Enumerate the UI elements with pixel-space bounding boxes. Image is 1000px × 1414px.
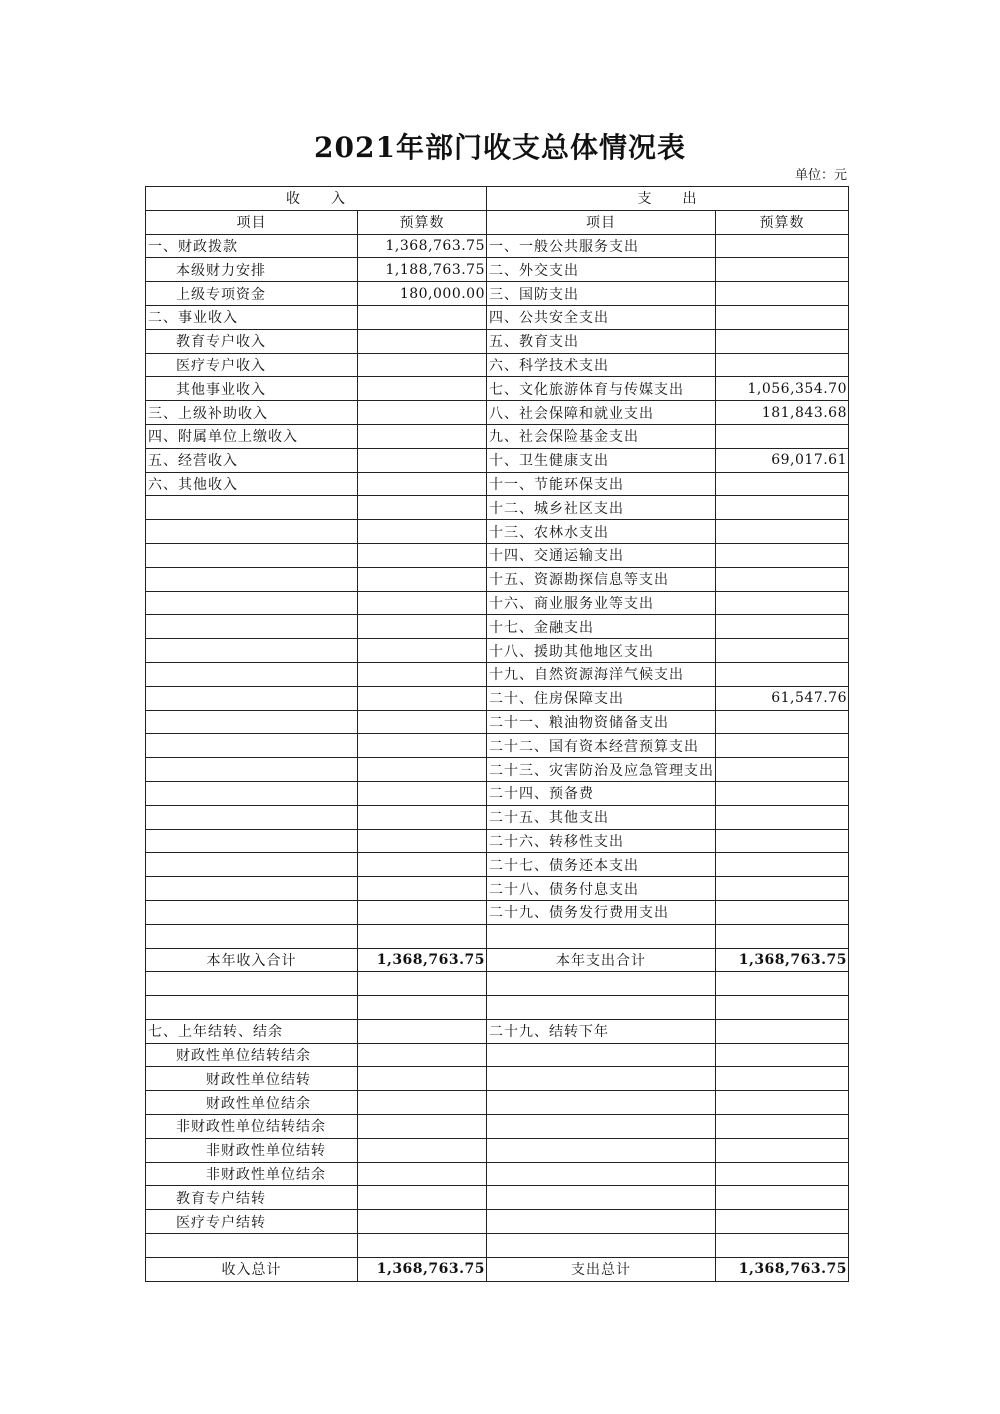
expense-year-total-label: 本年支出合计 (487, 948, 716, 972)
expense-label: 十六、商业服务业等支出 (487, 591, 716, 615)
income-label: 本级财力安排 (146, 258, 358, 282)
expense-value (716, 543, 849, 567)
income-value (358, 472, 487, 496)
expense-value (716, 591, 849, 615)
table-row (146, 401, 849, 425)
table-row (146, 472, 849, 496)
expense-value (716, 805, 849, 829)
income-label: 教育专户收入 (146, 329, 358, 353)
expense-value (716, 639, 849, 663)
table-row (146, 1091, 849, 1115)
carryover-income-label: 非财政性单位结转结余 (146, 1115, 358, 1139)
income-year-total-value: 1,368,763.75 (358, 948, 487, 972)
income-grand-total-label: 收入总计 (146, 1257, 358, 1281)
year-total-row (146, 948, 849, 972)
table-row (146, 829, 849, 853)
expense-value (716, 282, 849, 306)
expense-value (716, 567, 849, 591)
table-row (146, 1115, 849, 1139)
income-value (358, 448, 487, 472)
table-subheader-row (146, 210, 849, 234)
unit-label: 单位：元 (794, 168, 847, 183)
expense-value (716, 853, 849, 877)
table-row (146, 305, 849, 329)
income-label: 六、其他收入 (146, 472, 358, 496)
table-row (146, 877, 849, 901)
table-row (146, 758, 849, 782)
table-row-empty (146, 1234, 849, 1258)
table-row (146, 1067, 849, 1091)
income-value (358, 353, 487, 377)
expense-label: 十一、节能环保支出 (487, 472, 716, 496)
table-row (146, 662, 849, 686)
income-item-header: 项目 (146, 210, 358, 234)
income-value (358, 424, 487, 448)
table-row (146, 1138, 849, 1162)
table-row (146, 424, 849, 448)
income-value: 1,368,763.75 (358, 234, 487, 258)
table-row (146, 353, 849, 377)
income-budget-header: 预算数 (358, 210, 487, 234)
table-row (146, 329, 849, 353)
expense-grand-total-label: 支出总计 (487, 1257, 716, 1281)
expense-value (716, 781, 849, 805)
income-label: 二、事业收入 (146, 305, 358, 329)
table-row (146, 591, 849, 615)
expense-label: 八、社会保障和就业支出 (487, 401, 716, 425)
expense-label: 十二、城乡社区支出 (487, 496, 716, 520)
expense-label: 二十五、其他支出 (487, 805, 716, 829)
expense-label: 十、卫生健康支出 (487, 448, 716, 472)
table-row (146, 282, 849, 306)
carryover-income-label: 非财政性单位结余 (146, 1162, 358, 1186)
expense-label: 二十、住房保障支出 (487, 686, 716, 710)
expense-label: 十七、金融支出 (487, 615, 716, 639)
income-label: 其他事业收入 (146, 377, 358, 401)
expense-value (716, 710, 849, 734)
expense-value (716, 234, 849, 258)
expense-label: 二十二、国有资本经营预算支出 (487, 734, 716, 758)
grand-total-row (146, 1257, 849, 1281)
table-row (146, 1186, 849, 1210)
expense-label: 二十三、灾害防治及应急管理支出 (487, 758, 716, 782)
expense-value (716, 900, 849, 924)
table-row (146, 900, 849, 924)
expense-label: 十八、援助其他地区支出 (487, 639, 716, 663)
table-row (146, 1043, 849, 1067)
expense-label: 二十六、转移性支出 (487, 829, 716, 853)
expense-label: 二十八、债务付息支出 (487, 877, 716, 901)
table-row (146, 710, 849, 734)
expense-label: 九、社会保险基金支出 (487, 424, 716, 448)
income-label: 四、附属单位上缴收入 (146, 424, 358, 448)
income-value (358, 377, 487, 401)
expense-label: 十五、资源勘探信息等支出 (487, 567, 716, 591)
carryover-income-label: 财政性单位结转 (146, 1067, 358, 1091)
expense-label: 十九、自然资源海洋气候支出 (487, 662, 716, 686)
page-title: 2021年部门收支总体情况表 (314, 131, 686, 164)
expense-value (716, 353, 849, 377)
expense-label: 十三、农林水支出 (487, 520, 716, 544)
table-row (146, 1019, 849, 1043)
expense-value (716, 615, 849, 639)
expense-label: 二十九、债务发行费用支出 (487, 900, 716, 924)
income-label: 五、经营收入 (146, 448, 358, 472)
expense-header: 支 出 (487, 187, 849, 211)
table-row (146, 258, 849, 282)
table-row (146, 234, 849, 258)
table-row (146, 567, 849, 591)
table-row (146, 686, 849, 710)
carryover-income-label: 七、上年结转、结余 (146, 1019, 358, 1043)
carryover-income-label: 医疗专户结转 (146, 1210, 358, 1234)
table-row-empty (146, 972, 849, 996)
carryover-income-label: 财政性单位结转结余 (146, 1043, 358, 1067)
income-value (358, 329, 487, 353)
income-value (358, 305, 487, 329)
expense-value: 181,843.68 (716, 401, 849, 425)
expense-value (716, 520, 849, 544)
income-value: 1,188,763.75 (358, 258, 487, 282)
expense-label: 七、文化旅游体育与传媒支出 (487, 377, 716, 401)
table-row (146, 520, 849, 544)
expense-value: 61,547.76 (716, 686, 849, 710)
expense-budget-header: 预算数 (716, 210, 849, 234)
expense-value: 69,017.61 (716, 448, 849, 472)
carryover-expense-label: 二十九、结转下年 (487, 1019, 716, 1043)
expense-label: 四、公共安全支出 (487, 305, 716, 329)
income-year-total-label: 本年收入合计 (146, 948, 358, 972)
table-row (146, 1210, 849, 1234)
table-row (146, 639, 849, 663)
expense-value (716, 424, 849, 448)
table-row-empty (146, 996, 849, 1020)
expense-label: 一、一般公共服务支出 (487, 234, 716, 258)
income-label: 一、财政拨款 (146, 234, 358, 258)
table-row (146, 1162, 849, 1186)
carryover-income-label: 教育专户结转 (146, 1186, 358, 1210)
table-header-row (146, 187, 849, 211)
expense-value (716, 258, 849, 282)
expense-item-header: 项目 (487, 210, 716, 234)
expense-label: 二十七、债务还本支出 (487, 853, 716, 877)
table-row (146, 781, 849, 805)
table-row (146, 543, 849, 567)
expense-label: 三、国防支出 (487, 282, 716, 306)
expense-year-total-value: 1,368,763.75 (716, 948, 849, 972)
expense-value (716, 829, 849, 853)
table-row (146, 734, 849, 758)
table-row (146, 377, 849, 401)
income-label: 医疗专户收入 (146, 353, 358, 377)
budget-table (145, 186, 849, 1282)
expense-value (716, 877, 849, 901)
table-row (146, 853, 849, 877)
expense-label: 二、外交支出 (487, 258, 716, 282)
carryover-income-label: 非财政性单位结转 (146, 1138, 358, 1162)
expense-value (716, 329, 849, 353)
income-label: 三、上级补助收入 (146, 401, 358, 425)
expense-value (716, 734, 849, 758)
income-value: 180,000.00 (358, 282, 487, 306)
expense-value (716, 496, 849, 520)
table-row (146, 496, 849, 520)
expense-grand-total-value: 1,368,763.75 (716, 1257, 849, 1281)
expense-label: 六、科学技术支出 (487, 353, 716, 377)
income-label: 上级专项资金 (146, 282, 358, 306)
expense-label: 二十一、粮油物资储备支出 (487, 710, 716, 734)
expense-label: 二十四、预备费 (487, 781, 716, 805)
table-row-empty (146, 924, 849, 948)
expense-label: 五、教育支出 (487, 329, 716, 353)
table-row (146, 448, 849, 472)
carryover-income-label: 财政性单位结余 (146, 1091, 358, 1115)
expense-label: 十四、交通运输支出 (487, 543, 716, 567)
expense-value (716, 662, 849, 686)
expense-value (716, 305, 849, 329)
table-row (146, 805, 849, 829)
income-grand-total-value: 1,368,763.75 (358, 1257, 487, 1281)
expense-value: 1,056,354.70 (716, 377, 849, 401)
expense-value (716, 472, 849, 496)
expense-value (716, 758, 849, 782)
table-row (146, 615, 849, 639)
income-value (358, 401, 487, 425)
income-header: 收 入 (146, 187, 487, 211)
